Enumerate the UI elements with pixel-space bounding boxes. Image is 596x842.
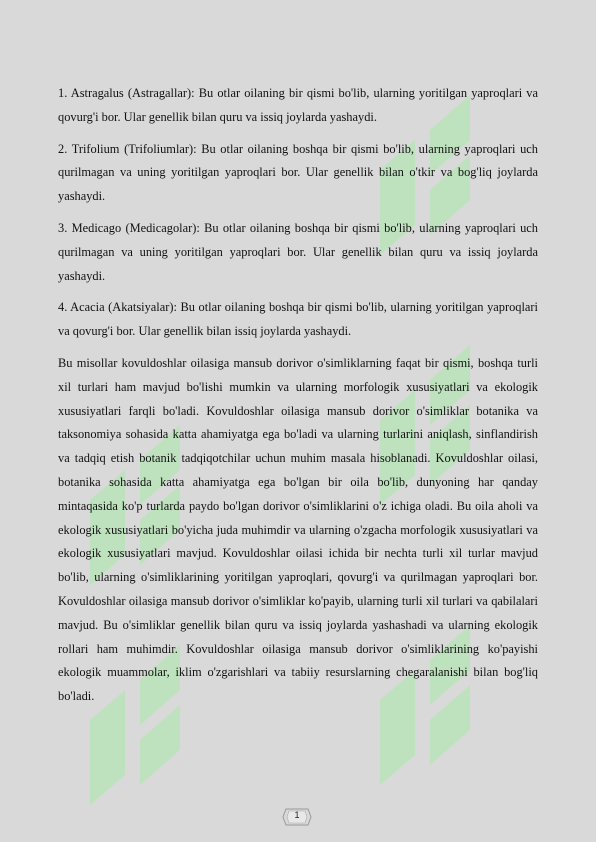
document-body: [58, 82, 538, 717]
list-item: 4. Acacia (Akatsiyalar): Bu otlar oilaning boshqa bir qismi bo'lib, ularning yoritilgan yaproqlari va qovurg'i bor. Ular genellik bilan issiq joylarda yashaydi.: [58, 300, 538, 339]
list-item: 2. Trifolium (Trifoliumlar): Bu otlar oilaning boshqa bir qismi bo'lib, ularning yaproqlari uch qurilmagan va uning yoritilgan yaproqlari bor. Ular genellik bilan o'tkir va bog'liq joylarda yashaydi.: [58, 141, 538, 204]
body-paragraph: Bu misollar kovuldoshlar oilasiga mansub dorivor o'simliklarning faqat bir qismi, boshqa turli xil turlari ham mavjud bo'lishi mumkin va ularning morfologik xususiyatlari va ekologik xususiyatlari farqli bo'ladi. Kovuldoshlar oilasiga mansub dorivor o'simliklar botanika va taksonomiya sohasida katta ahamiyatga ega bo'ladi va ularning turlarini aniqlash, sinflandirish va tadqiq etish botanik tadqiqotchilar uchun muhim masala hisoblanadi. Kovuldoshlar oilasi, botanika sohasida katta ahamiyatga ega bo'lgan bir oila bo'lib, dunyoning har qanday mintaqasida ko'p turlarda paydo bo'lgan dorivor o'simliklarini o'z ichiga oladi. Bu oila aholi va ekologik xususiyatlari bo'yicha juda muhimdir va ularning o'zgacha morfologik xususiyatlari va ekologik xususiyatlari mavjud. Kovuldoshlar oilasi ichida bir nechta turli xil turlar mavjud bo'lib, ularning o'simliklarining yoritilgan yaproqlari, qovurg'i va qurilmagan yaproqlari bor. Kovuldoshlar oilasiga mansub dorivor o'simliklar ko'payib, ularning turli xil turlari va qabilalari mavjud. Bu o'simliklar genellik bilan quru va issiq joylarda yashashadi va ularning ekologik rollari ham muhimdir. Kovuldoshlar oilasiga mansub dorivor o'simliklarining ko'payishi ekologik muammolar, iklim o'zgarishlari va tabiiy resurslarning chegaralanishi bilan bog'liq bo'ladi.: [58, 355, 538, 704]
page-number: 1: [294, 810, 300, 820]
list-item: 3. Medicago (Medicagolar): Bu otlar oilaning boshqa bir qismi bo'lib, ularning yaproqlari uch qurilmagan va uning yoritilgan yaproqlari bor. Ular genellik bilan quru va issiq joylarda yashaydi.: [58, 220, 538, 283]
list-item: 1. Astragalus (Astragallar): Bu otlar oilaning bir qismi bo'lib, ularning yoritilgan yaproqlari va qovurg'i bor. Ular genellik bilan quru va issiq joylarda yashaydi.: [58, 86, 538, 124]
page-number-badge: [282, 805, 312, 829]
